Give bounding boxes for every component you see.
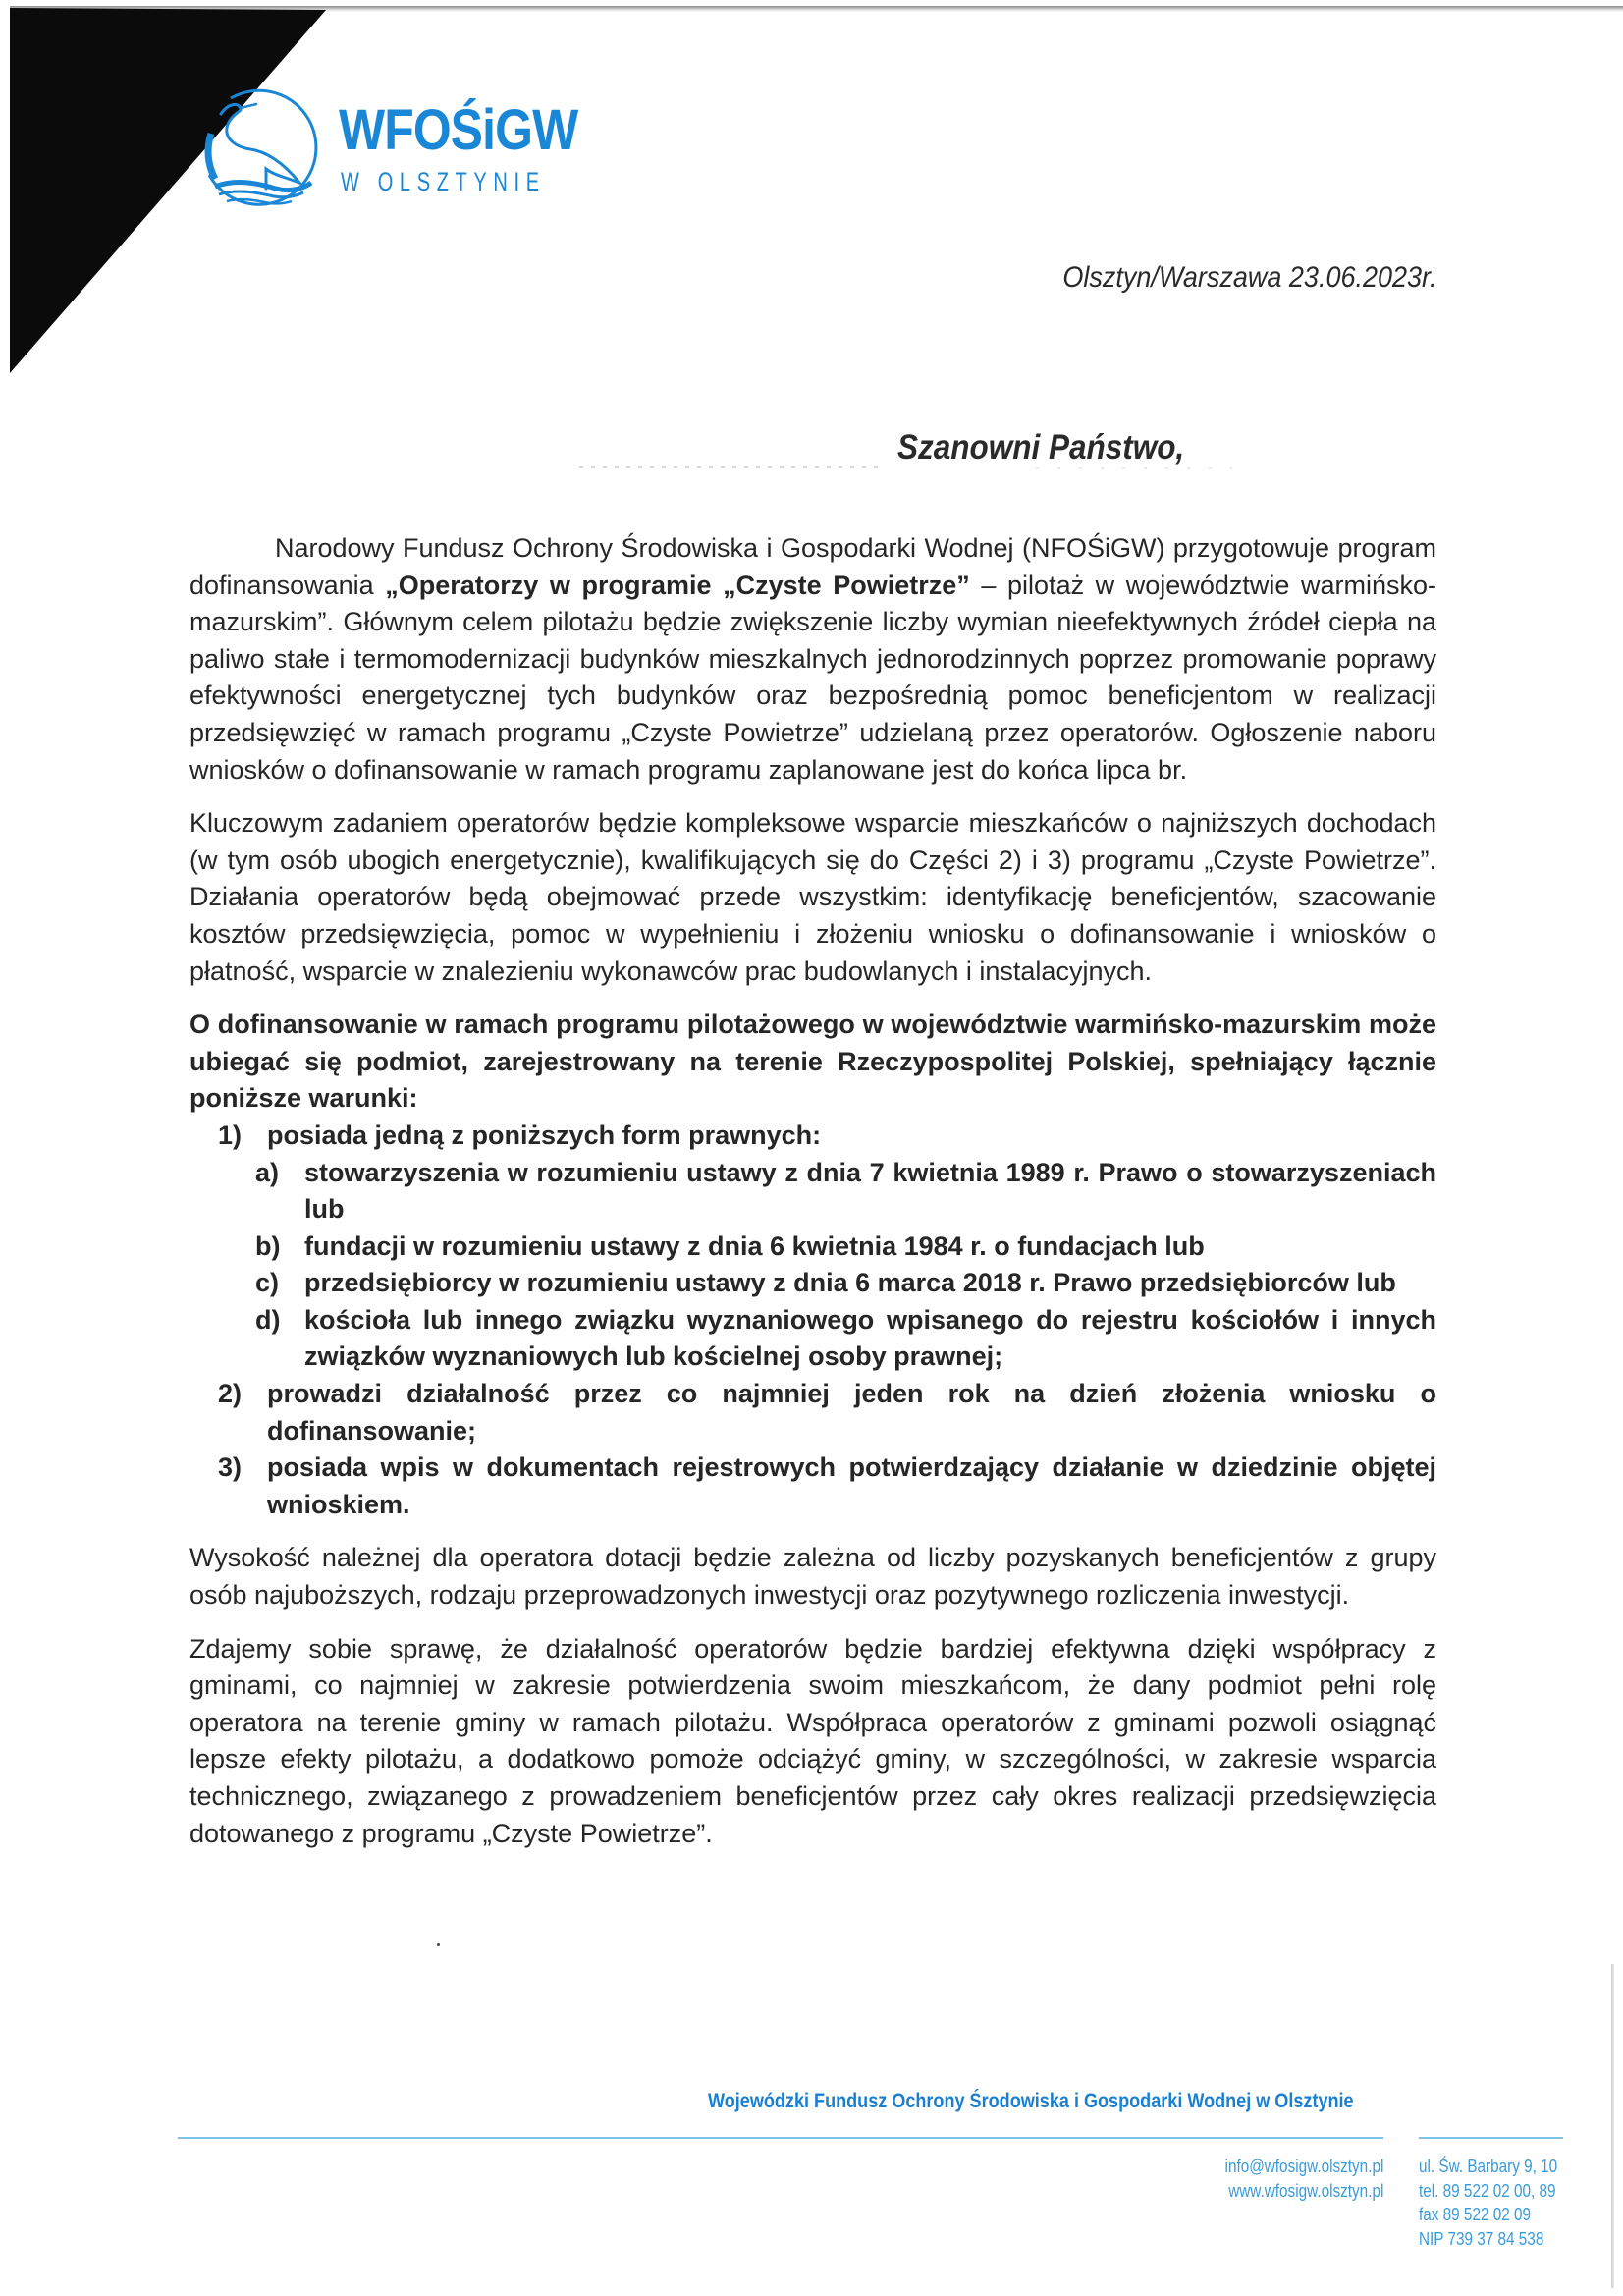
footer-postal-contacts [1419, 2155, 1557, 2251]
eligibility-intro: O dofinansowanie w ramach programu pilotażowego w województwie warmińsko-mazurskim może ubiegać się podmiot, zarejestrowany na terenie Rzeczypospolitej Polskiej, spełniający łącznie poniższe warunki: [189, 1010, 1436, 1114]
condition-marker: 3) [218, 1452, 243, 1483]
legal-form-item [255, 1302, 1436, 1376]
legal-form-marker: c) [255, 1268, 280, 1298]
program-name: „Operatorzy w programie „Czyste Powietrze” [385, 570, 970, 600]
legal-form-item [255, 1265, 1436, 1302]
legal-forms-list [255, 1155, 1436, 1377]
footer-divider [178, 2137, 1383, 2139]
condition-item [189, 1449, 1436, 1523]
organization-logo [201, 81, 594, 208]
footer-address: ul. Św. Barbary 9, 10 [1419, 2157, 1558, 2176]
scan-artifact-dots [1036, 467, 1232, 469]
logo-title: WFOŚiGW [339, 98, 578, 162]
footer-nip: NIP 739 37 84 538 [1419, 2228, 1544, 2249]
legal-form-text: fundacji w rozumieniu ustawy z dnia 6 kwietnia 1984 r. o fundacjach lub [304, 1230, 1205, 1261]
eligibility-conditions [189, 1118, 1436, 1524]
footer-divider-short [1419, 2137, 1563, 2139]
legal-form-text: kościoła lub innego związku wyznaniowego wpisanego do rejestru kościołów i innych związków wyznaniowych lub kościelnej osoby prawnej; [304, 1304, 1436, 1372]
footer-phone: tel. 89 522 02 00, 89 [1419, 2180, 1556, 2201]
paragraph-intro-text: Narodowy Fundusz Ochrony Środowiska i Gospodarki Wodnej (NFOŚiGW) przygotowuje program dofinansowania [189, 533, 1436, 600]
letter-body [189, 530, 1436, 1852]
footer-fax: fax 89 522 02 09 [1419, 2205, 1532, 2224]
legal-form-text: przedsiębiorcy w rozumieniu ustawy z dnia 6 marca 2018 r. Prawo przedsiębiorców lub [304, 1268, 1396, 1298]
condition-text: posiada wpis w dokumentach rejestrowych potwierdzający działanie w dziedzinie objętej wnioskiem. [267, 1452, 1436, 1519]
footer-online-contacts [1224, 2155, 1383, 2204]
heron-in-circle-icon [201, 84, 323, 206]
condition-marker: 2) [218, 1379, 243, 1409]
scan-artifact-dots [579, 466, 884, 468]
condition-marker: 1) [218, 1120, 243, 1150]
condition-text: prowadzi działalność przez co najmniej jeden rok na dzień złożenia wniosku o dofinansowanie; [267, 1379, 1436, 1446]
paragraph-municipal-cooperation: Zdajemy sobie sprawę, że działalność operatorów będzie bardziej efektywna dzięki współpracy z gminami, co najmniej w zakresie potwierdzenia swoim mieszkańcom, że dany podmiot pełni rolę operatora na terenie gminy w ramach pilotażu. Współpraca operatorów z gminami pozwoli osiągnąć lepsze efekty pilotażu, a dodatkowo pomoże odciążyć gminy, w szczególności, w zakresie wsparcia technicznego, związanego z prowadzeniem beneficjentów przez cały okres realizacji przedsięwzięcia dotowanego z programu „Czyste Powietrze”. [189, 1633, 1436, 1848]
logo-subtitle: W OLSZTYNIE [341, 167, 546, 196]
paragraph-intro [189, 530, 1436, 789]
condition-item [189, 1376, 1436, 1449]
legal-form-item [255, 1155, 1436, 1229]
legal-form-marker: b) [255, 1230, 281, 1261]
paragraph-intro-rest: – pilotaż w województwie warmińsko-mazurskim”. Głównym celem pilotażu będzie zwiększenie liczby wymian nieefektywnych źródeł ciepła na paliwo stałe i termomodernizacji budynków mieszkalnych jednorodzinnych poprzez promowanie poprawy efektywności energetycznej tych budynków oraz bezpośrednią pomoc beneficjentom w realizacji przedsięwzięć w ramach programu „Czyste Powietrze” udzielaną przez operatorów. Ogłoszenie naboru wniosków o dofinansowanie w ramach programu zaplanowane jest do końca lipca br. [189, 570, 1436, 785]
legal-form-item [255, 1229, 1436, 1266]
condition-item [189, 1118, 1436, 1376]
footer-email-link[interactable]: info@wfosigw.olsztyn.pl [1224, 2157, 1383, 2176]
paragraph-operator-tasks: Kluczowym zadaniem operatorów będzie kompleksowe wsparcie mieszkańców o najniższych dochodach (w tym osób ubogich energetycznie), kwalifikujących się do Części 2) i 3) programu „Czyste Powietrze”. Działania operatorów będą obejmować przede wszystkim: identyfikację beneficjentów, szacowanie kosztów przedsięwzięcia, pomoc w wypełnieniu i złożeniu wniosku o dofinansowanie i wniosków o płatność, wsparcie w znalezieniu wykonawców prac budowlanych i instalacyjnych. [189, 808, 1436, 986]
paragraph-grant-amount: Wysokość należnej dla operatora dotacji będzie zależna od liczby pozyskanych beneficjentów z grupy osób najuboższych, rodzaju przeprowadzonych inwestycji oraz pozytywnego rozliczenia inwestycji. [189, 1543, 1436, 1611]
condition-text: posiada jedną z poniższych form prawnych: [267, 1120, 822, 1150]
scan-edge-right [1611, 1964, 1614, 2288]
scan-artifact-dot [437, 1943, 440, 1946]
footer-organization-name: Wojewódzki Fundusz Ochrony Środowiska i Gospodarki Wodnej w Olsztynie [708, 2090, 1354, 2112]
letter-greeting: Szanowni Państwo, [897, 428, 1185, 466]
legal-form-text: stowarzyszenia w rozumieniu ustawy z dnia 7 kwietnia 1989 r. Prawo o stowarzyszeniach lub [304, 1157, 1436, 1225]
footer-website-link[interactable]: www.wfosigw.olsztyn.pl [1227, 2181, 1383, 2201]
letter-date: Olsztyn/Warszawa 23.06.2023r. [1062, 261, 1437, 294]
legal-form-marker: d) [255, 1304, 281, 1335]
legal-form-marker: a) [255, 1157, 280, 1187]
